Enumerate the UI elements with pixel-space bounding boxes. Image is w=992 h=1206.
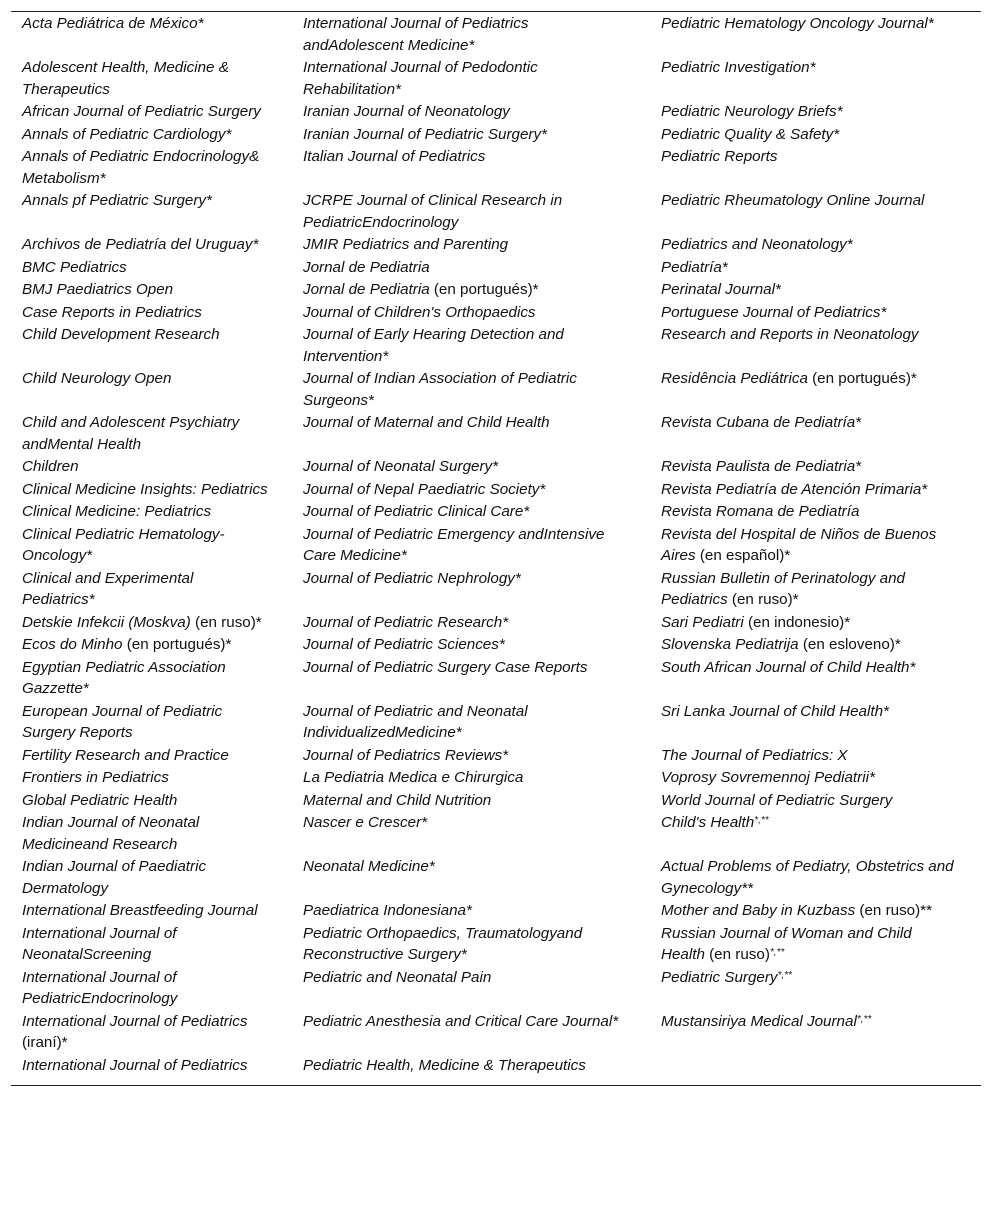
journal-title: International Breastfeeding Journal [22, 902, 258, 919]
journal-cell [292, 855, 650, 899]
table-row [11, 966, 981, 1010]
journal-cell [650, 656, 981, 700]
journal-cell [11, 411, 292, 455]
journal-title: Adolescent Health, Medicine & Therapeutics [22, 59, 229, 98]
table-row [11, 478, 981, 501]
journal-title: Acta Pediátrica de México* [22, 15, 204, 32]
journal-cell [11, 145, 292, 189]
journal-title: Journal of Nepal Paediatric Society* [303, 480, 546, 498]
journal-title: Revista Cubana de Pediatría* [661, 414, 862, 431]
journal-cell [292, 766, 650, 789]
journal-title: Revista Pediatría de Atención Primaria* [661, 480, 928, 498]
journal-cell [11, 523, 292, 567]
journal-title: Journal of Pediatric and Neonatal IndividualizedMedicine* [303, 702, 528, 741]
journal-title: Voprosy Sovremennoj Pediatrii* [661, 769, 875, 786]
journal-title: Slovenska Pediatrija [661, 636, 799, 653]
table-row [11, 700, 981, 744]
table-row [11, 455, 981, 478]
journal-title: Maternal and Child Nutrition [303, 791, 492, 809]
table-row [11, 656, 981, 700]
journal-title: International Journal of Pedodontic Rehabilitation* [303, 59, 538, 98]
journal-title: Detskie Infekcii (Moskva) [22, 613, 191, 631]
journal-cell [650, 766, 981, 789]
journal-title: Paediatrica Indonesiana* [303, 902, 472, 919]
journal-title: Portuguese Journal of Pediatrics* [661, 303, 887, 321]
journal-cell [292, 455, 650, 478]
table-row [11, 1054, 981, 1077]
journal-cell [292, 899, 650, 922]
journal-cell [292, 56, 650, 100]
table-row [11, 233, 981, 256]
journal-title: Indian Journal of Paediatric Dermatology [22, 858, 207, 897]
table-row [11, 411, 981, 455]
journal-cell [292, 789, 650, 812]
journal-cell [650, 1010, 981, 1054]
journal-note: (en indonesio)* [743, 613, 851, 631]
journal-cell [11, 233, 292, 256]
journal-note: (en ruso)* [190, 613, 262, 631]
journal-title: Journal of Pediatric Nephrology* [303, 569, 521, 587]
table-row [11, 323, 981, 367]
journal-note: (iraní)* [22, 1034, 68, 1051]
journal-title: Pediatric Health, Medicine & Therapeutics [303, 1056, 586, 1074]
journal-title: Pediatric Anesthesia and Critical Care Journal* [303, 1012, 619, 1030]
table-row [11, 56, 981, 100]
table-row [11, 789, 981, 812]
journal-cell [292, 567, 650, 611]
table-row [11, 12, 981, 56]
table-row [11, 123, 981, 146]
journal-cell [292, 12, 650, 56]
journal-title: Journal of Pediatrics Reviews* [303, 746, 509, 764]
journal-cell [11, 633, 292, 656]
journal-title: Actual Problems of Pediatry, Obstetrics and Gynecology** [661, 858, 954, 897]
journal-title: Pediatría* [661, 258, 728, 276]
journal-title: Frontiers in Pediatrics [22, 769, 169, 786]
journal-cell [650, 12, 981, 56]
journal-cell [650, 100, 981, 123]
journal-cell [650, 145, 981, 189]
table-row [11, 367, 981, 411]
journal-title: South African Journal of Child Health* [661, 658, 916, 676]
journal-cell [292, 323, 650, 367]
journal-cell [650, 811, 981, 855]
table-row [11, 189, 981, 233]
journal-title: Pediatric Orthopaedics, Traumatologyand Reconstructive Surgery* [303, 924, 583, 963]
journal-cell [650, 256, 981, 279]
journal-title: BMJ Paediatrics Open [22, 281, 174, 298]
journal-title: Mustansiriya Medical Journal [661, 1012, 857, 1030]
journal-cell [650, 411, 981, 455]
journal-title: Indian Journal of Neonatal Medicineand Research [22, 814, 200, 853]
journal-title: Child Development Research [22, 326, 220, 343]
journal-cell [292, 189, 650, 233]
journal-title: European Journal of Pediatric Surgery Reports [22, 702, 223, 741]
table-row [11, 145, 981, 189]
journal-cell [11, 455, 292, 478]
journal-title: Journal of Neonatal Surgery* [303, 458, 499, 475]
journal-note: (en portugués)* [807, 370, 917, 387]
journal-title: Italian Journal of Pediatrics [303, 148, 486, 165]
journal-cell [650, 855, 981, 899]
journal-cell [650, 899, 981, 922]
table-row [11, 256, 981, 279]
journal-title: Journal of Children's Orthopaedics [303, 303, 536, 321]
journal-cell [650, 1054, 981, 1077]
journal-title: Pediatric Quality & Safety* [661, 125, 840, 143]
table-row [11, 567, 981, 611]
journal-cell [292, 301, 650, 324]
journal-title: Journal of Pediatric Research* [303, 613, 509, 631]
journal-title: International Journal of Pediatrics [22, 1056, 248, 1074]
journal-cell [11, 811, 292, 855]
journal-cell [292, 411, 650, 455]
journal-cell [11, 478, 292, 501]
journal-cell [292, 922, 650, 966]
journal-cell [292, 611, 650, 634]
journal-title: Pediatric Investigation* [661, 59, 816, 76]
table-row [11, 744, 981, 767]
journal-footnote-marker: *,** [777, 969, 792, 981]
journal-title: Child's Health [661, 814, 755, 831]
journal-title: International Journal of NeonatalScreening [22, 924, 177, 963]
journal-title: Journal of Pediatric Emergency andIntensive Care Medicine* [303, 525, 605, 564]
table-row [11, 611, 981, 634]
journal-cell [292, 278, 650, 301]
journal-title: Pediatric Hematology Oncology Journal* [661, 15, 934, 32]
journal-cell [650, 233, 981, 256]
table-row [11, 278, 981, 301]
journal-title: World Journal of Pediatric Surgery [661, 791, 893, 809]
journal-title: Iranian Journal of Pediatric Surgery* [303, 125, 547, 143]
table-row [11, 855, 981, 899]
journal-cell [11, 899, 292, 922]
journal-cell [11, 611, 292, 634]
journal-title: Archivos de Pediatría del Uruguay* [22, 236, 259, 253]
journal-title: International Journal of Pediatrics andAdolescent Medicine* [303, 15, 529, 54]
table-row [11, 100, 981, 123]
journal-title: Residência Pediátrica [661, 370, 808, 387]
journal-title: Pediatrics and Neonatology* [661, 236, 853, 253]
journal-cell [292, 500, 650, 523]
journal-cell [11, 700, 292, 744]
journal-footnote-marker: *,** [856, 1013, 872, 1025]
journal-cell [11, 567, 292, 611]
journal-title: Revista Paulista de Pediatria* [661, 458, 862, 475]
journal-cell [650, 700, 981, 744]
journal-title: Jornal de Pediatria [303, 258, 430, 276]
journal-cell [650, 611, 981, 634]
journal-cell [11, 56, 292, 100]
journal-cell [650, 56, 981, 100]
journal-title: Clinical and Experimental Pediatrics* [22, 569, 194, 608]
journal-title: Clinical Medicine Insights: Pediatrics [22, 480, 268, 498]
journal-cell [650, 455, 981, 478]
journal-title: The Journal of Pediatrics: X [661, 746, 848, 764]
journal-cell [650, 966, 981, 1010]
journal-cell [650, 123, 981, 146]
journal-cell [650, 523, 981, 567]
journal-title: Case Reports in Pediatrics [22, 303, 202, 321]
journal-cell [650, 367, 981, 411]
journal-title: JMIR Pediatrics and Parenting [303, 236, 509, 253]
journal-cell [650, 567, 981, 611]
journal-cell [11, 789, 292, 812]
journal-cell [292, 1010, 650, 1054]
journal-note: (en ruso) [704, 946, 770, 963]
table-row [11, 500, 981, 523]
journal-cell [650, 278, 981, 301]
journal-title: Fertility Research and Practice [22, 746, 229, 764]
journal-title: Ecos do Minho [22, 636, 123, 653]
journal-title: International Journal of PediatricEndocrinology [22, 968, 178, 1007]
journal-cell [650, 500, 981, 523]
journal-title: Russian Journal of Woman and Child Health [661, 924, 912, 963]
journal-cell [292, 523, 650, 567]
journal-cell [292, 700, 650, 744]
journal-cell [292, 145, 650, 189]
journal-title: Sri Lanka Journal of Child Health* [661, 702, 889, 720]
journal-title: Egyptian Pediatric Association Gazzette* [22, 658, 226, 697]
journal-title: Global Pediatric Health [22, 791, 178, 809]
table-row [11, 899, 981, 922]
journal-footnote-marker: *,** [769, 947, 785, 958]
table-row [11, 633, 981, 656]
journal-title: Journal of Maternal and Child Health [303, 414, 550, 431]
table-row [11, 766, 981, 789]
journal-cell [292, 811, 650, 855]
journal-cell [11, 189, 292, 233]
journal-title: Neonatal Medicine* [303, 858, 435, 875]
journal-title: Iranian Journal of Neonatology [303, 103, 510, 120]
journal-note: (en ruso)** [855, 902, 933, 919]
journal-cell [650, 922, 981, 966]
journal-cell [11, 256, 292, 279]
table-row [11, 301, 981, 324]
journal-note: (en ruso)* [727, 591, 799, 608]
journal-cell [650, 189, 981, 233]
journal-cell [11, 278, 292, 301]
journal-title: Research and Reports in Neonatology [661, 326, 919, 343]
journal-cell [650, 323, 981, 367]
journal-title: Pediatric Reports [661, 148, 778, 165]
journal-title: Sari Pediatri [661, 613, 744, 631]
journal-cell [11, 922, 292, 966]
journal-title: Clinical Pediatric Hematology-Oncology* [22, 525, 225, 564]
journal-title: Revista del Hospital de Niños de Buenos Aires [661, 525, 937, 564]
journal-footnote-marker: *,** [754, 815, 769, 826]
journal-title: JCRPE Journal of Clinical Research in PediatricEndocrinology [303, 192, 563, 231]
journal-title: Pediatric Rheumatology Online Journal [661, 192, 925, 209]
journal-cell [292, 233, 650, 256]
table-row [11, 811, 981, 855]
journal-cell [11, 367, 292, 411]
journal-cell [11, 100, 292, 123]
table-row [11, 922, 981, 966]
journal-title: Revista Romana de Pediatría [661, 503, 860, 520]
journal-cell [650, 633, 981, 656]
journal-cell [11, 766, 292, 789]
journal-note: (en portugués)* [122, 636, 232, 653]
journal-cell [292, 367, 650, 411]
journal-cell [11, 123, 292, 146]
journal-cell [292, 656, 650, 700]
journal-table-body [11, 12, 981, 1076]
journal-table-container [11, 11, 981, 1086]
journal-title: Nascer e Crescer* [303, 814, 428, 831]
journal-title: Child and Adolescent Psychiatry andMental Health [22, 414, 240, 453]
journal-title: BMC Pediatrics [22, 258, 127, 276]
journal-title: Journal of Indian Association of Pediatric Surgeons* [303, 370, 577, 409]
journal-cell [11, 500, 292, 523]
journal-title: Pediatric Neurology Briefs* [661, 103, 843, 120]
journal-note: (en portugués)* [429, 281, 539, 298]
journal-cell [11, 744, 292, 767]
journal-cell [11, 656, 292, 700]
journal-title: Journal of Pediatric Sciences* [303, 636, 505, 653]
journal-title: Child Neurology Open [22, 370, 172, 387]
journal-title: African Journal of Pediatric Surgery [22, 103, 261, 120]
journal-cell [11, 966, 292, 1010]
journal-title: International Journal of Pediatrics [22, 1012, 248, 1030]
journal-cell [292, 123, 650, 146]
journal-title: Russian Bulletin of Perinatology and Pediatrics [661, 569, 905, 608]
journal-title: Pediatric Surgery [661, 968, 778, 986]
journal-title: Children [22, 458, 79, 475]
journal-title: Jornal de Pediatria [303, 281, 430, 298]
journal-cell [292, 1054, 650, 1077]
journal-title: Clinical Medicine: Pediatrics [22, 503, 212, 520]
journal-title: Perinatal Journal* [661, 281, 781, 298]
journal-cell [650, 301, 981, 324]
journal-cell [11, 301, 292, 324]
journal-cell [292, 633, 650, 656]
journal-title: Annals of Pediatric Cardiology* [22, 125, 232, 143]
journal-title: Annals pf Pediatric Surgery* [22, 192, 212, 209]
journal-title: La Pediatria Medica e Chirurgica [303, 769, 524, 786]
journal-cell [292, 100, 650, 123]
table-row [11, 523, 981, 567]
journal-cell [292, 744, 650, 767]
journal-title: Annals of Pediatric Endocrinology& Metabolism* [22, 148, 260, 187]
journal-title: Journal of Pediatric Surgery Case Reports [303, 658, 588, 676]
journal-title: Journal of Pediatric Clinical Care* [303, 503, 530, 520]
journal-cell [650, 478, 981, 501]
journal-title: Pediatric and Neonatal Pain [303, 968, 492, 986]
journal-cell [11, 1010, 292, 1054]
journal-cell [650, 789, 981, 812]
journal-cell [292, 256, 650, 279]
journal-cell [11, 1054, 292, 1077]
table-row [11, 1010, 981, 1054]
journal-note: (en español)* [695, 547, 791, 564]
journal-title: Mother and Baby in Kuzbass [661, 902, 856, 919]
journal-title: Journal of Early Hearing Detection and Intervention* [303, 326, 564, 365]
journal-table [11, 12, 981, 1076]
journal-note: (en esloveno)* [798, 636, 901, 653]
journal-cell [11, 323, 292, 367]
journal-cell [292, 966, 650, 1010]
journal-cell [292, 478, 650, 501]
journal-cell [650, 744, 981, 767]
journal-cell [11, 855, 292, 899]
journal-cell [11, 12, 292, 56]
